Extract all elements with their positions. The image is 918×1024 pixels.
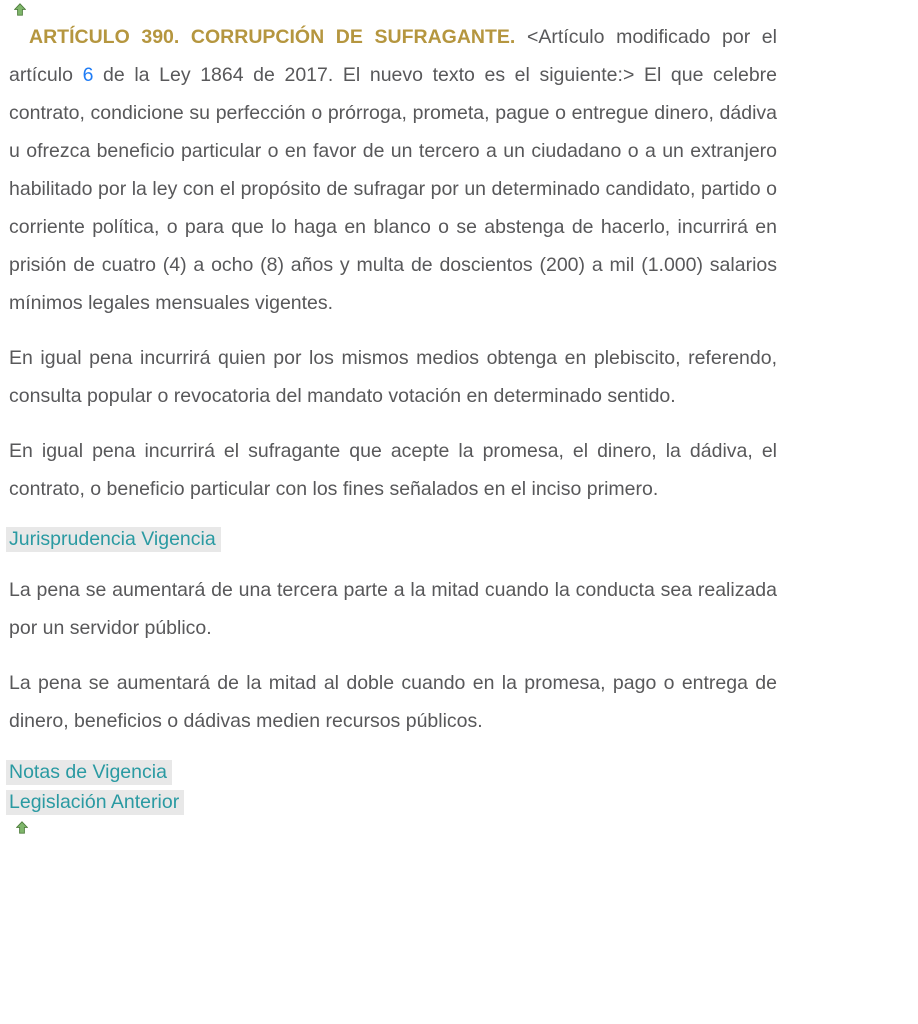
top-anchor-row [14,2,777,18]
scroll-bottom-anchor-link[interactable] [16,821,28,834]
article-paragraph-3: En igual pena incurrirá el sufragante que acepte la promesa, el dinero, la dádiva, el contrato, o beneficio particular con los fines señalados en el inciso primero. [9,440,777,500]
legislacion-row [9,787,777,817]
scroll-top-anchor-link[interactable] [14,3,26,16]
article-6-link[interactable]: 6 [82,64,94,86]
jurisprudencia-vigencia-link[interactable]: Jurisprudencia Vigencia [6,527,221,552]
p1-text-before-link: <Artículo modificado por el artículo [9,26,777,86]
article-paragraph-5: La pena se aumentará de la mitad al doble cuando en la promesa, pago o entrega de dinero, beneficios o dádivas medien recursos públicos. [9,672,777,732]
legislacion-anterior-link[interactable]: Legislación Anterior [6,790,184,815]
up-arrow-icon [14,3,26,16]
bottom-anchor-row [16,820,777,836]
jurisprudencia-row [9,525,777,554]
article-paragraph-2: En igual pena incurrirá quien por los mismos medios obtenga en plebiscito, referendo, consulta popular o revocatoria del mandato votación en determinado sentido. [9,347,777,407]
p1-text-after-link: de la Ley 1864 de 2017. El nuevo texto es el siguiente:> El que celebre contrato, condicione su perfección o prórroga, prometa, pague o entregue dinero, dádiva u ofrezca beneficio particular o en favor de un tercero a un ciudadano o a un extranjero habilitado por la ley con el propósito de sufragar por un determinado candidato, partido o corriente política, o para que lo haga en blanco o se abstenga de hacerlo, incurrirá en prisión de cuatro (4) a ocho (8) años y multa de doscientos (200) a mil (1.000) salarios mínimos legales mensuales vigentes. [9,64,777,314]
notas-row [9,757,777,787]
up-arrow-icon [16,821,28,834]
article-paragraph-1 [9,18,777,322]
article-heading: ARTÍCULO 390. CORRUPCIÓN DE SUFRAGANTE. [29,26,516,48]
vigencia-links [9,757,777,817]
article-paragraph-4: La pena se aumentará de una tercera parte a la mitad cuando la conducta sea realizada por un servidor público. [9,579,777,639]
notas-de-vigencia-link[interactable]: Notas de Vigencia [6,760,172,785]
